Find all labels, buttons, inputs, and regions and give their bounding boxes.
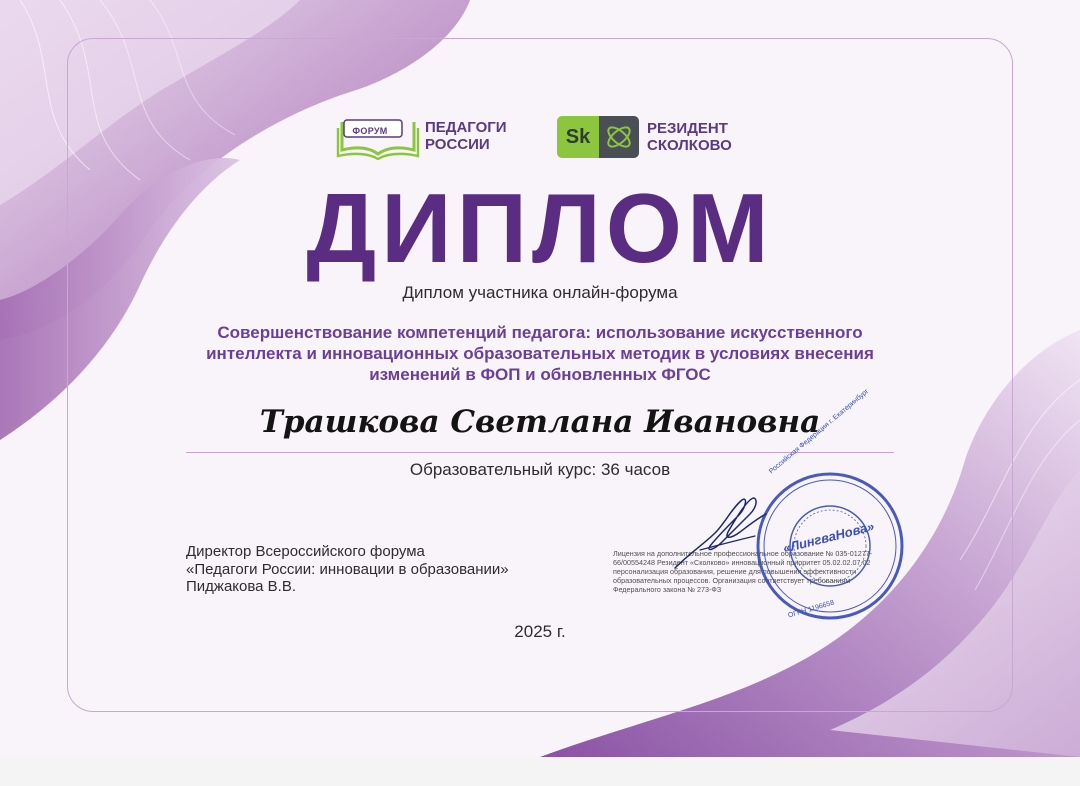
signature bbox=[670, 488, 770, 578]
sk-letters: Sk bbox=[557, 116, 599, 158]
sk-name-line1: РЕЗИДЕНТ bbox=[647, 120, 728, 137]
diploma-subtitle: Диплом участника онлайн-форума bbox=[402, 283, 678, 302]
open-book-icon bbox=[336, 112, 422, 160]
director-forum: «Педагоги России: инновации в образовании» bbox=[186, 560, 509, 578]
stamp-outer-text: Российская Федерация г. Екатеринбург bbox=[768, 388, 871, 476]
director-title: Директор Всероссийского форума bbox=[186, 543, 425, 560]
bottom-strip bbox=[0, 757, 1080, 786]
stamp-center-text: «ЛингваНова» bbox=[781, 518, 876, 556]
forum-name-line2: РОССИИ bbox=[425, 136, 490, 153]
forum-badge-text: ФОРУМ bbox=[352, 126, 388, 136]
forum-name-line1: ПЕДАГОГИ bbox=[425, 119, 507, 136]
forum-topic: Совершенствование компетенций педагога: использование искусственного интеллекта и инновационных образовательных методик в условиях внесения изменений в ФОП и обновленных ФГОС bbox=[206, 323, 874, 384]
issue-year: 2025 г. bbox=[514, 622, 566, 641]
recipient-name: Трашкова Светлана Ивановна bbox=[259, 404, 821, 440]
skolkovo-name bbox=[647, 120, 757, 154]
license-text: Лицензия на дополнительное профессиональное образование № 035-01277-66/00554248 Резидент «Сколково» инновационный приоритет 05.02.02.07.02 персонализация образования, решение для повышения эффективности образовательных процессов. Организация соответствует требованиям Федерального закона № 273-ФЗ bbox=[613, 549, 873, 594]
course-hours: Образовательный курс: 36 часов bbox=[409, 460, 671, 479]
director-name: Пиджакова В.В. bbox=[186, 578, 297, 595]
sk-name-line2: СКОЛКОВО bbox=[647, 137, 732, 154]
atom-icon bbox=[599, 116, 639, 158]
diploma-title: ДИПЛОМ bbox=[306, 173, 774, 283]
skolkovo-logo bbox=[557, 116, 757, 160]
director-block bbox=[186, 543, 606, 596]
stamp-ogrn: ОГРН 1196658 bbox=[787, 599, 836, 620]
forum-logo bbox=[336, 112, 526, 160]
forum-name bbox=[425, 119, 535, 153]
